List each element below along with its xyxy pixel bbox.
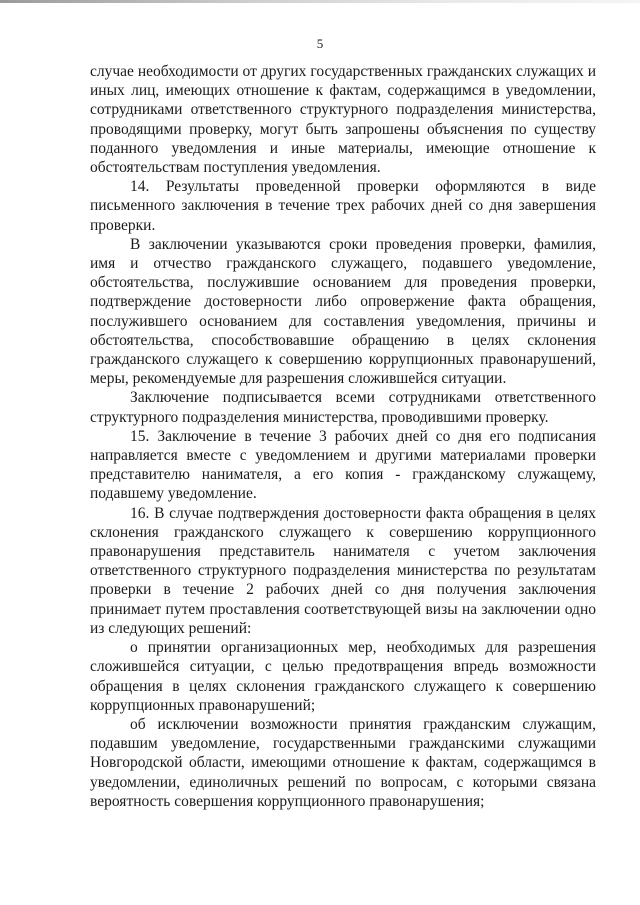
paragraph-item-14: 14. Результаты проведенной проверки оформляются в виде письменного заключения в течение трех рабочих дней со дня завершения проверки.: [90, 178, 596, 234]
paragraph-decision-exclusion: об исключении возможности принятия гражданским служащим, подавшим уведомление, государственными гражданскими служащими Новгородской области, имеющими отношение к фактам, содержащимся в уведомлении, единоличных решений по вопросам, с которыми связана вероятность совершения коррупционного правонарушения;: [90, 715, 596, 810]
paragraph-conclusion-contents: В заключении указываются сроки проведения проверки, фамилия, имя и отчество гражданского служащего, подавшего уведомление, обстоятельства, послужившие основанием для проведения проверки, подтверждение достоверности либо опровержение факта обращения, послужившего основанием для составления уведомления, причины и обстоятельства, способствовавшие обращению в целях склонения гражданского служащего к совершению коррупционных правонарушений, меры, рекомендуемые для разрешения сложившейся ситуации.: [90, 235, 596, 388]
scan-edge: [0, 0, 640, 3]
paragraph-conclusion-signing: Заключение подписывается всеми сотрудниками ответственного структурного подразделения министерства, проводившими проверку.: [90, 389, 596, 426]
document-body: [90, 62, 596, 811]
paragraph-decision-organizational: о принятии организационных мер, необходимых для разрешения сложившейся ситуации, с целью предотвращения впредь возможности обращения в целях склонения гражданского служащего к совершению коррупционных правонарушений;: [90, 639, 596, 714]
page-number: 5: [316, 36, 324, 51]
paragraph-item-15: 15. Заключение в течение 3 рабочих дней со дня его подписания направляется вместе с уведомлением и другими материалами проверки представителю нанимателя, а его копия - гражданскому служащему, подавшему уведомление.: [90, 427, 596, 503]
paragraph-continuation: случае необходимости от других государственных гражданских служащих и иных лиц, имеющих отношение к фактам, содержащимся в уведомлении, сотрудниками ответственного структурного подразделения министерства, проводящими проверку, могут быть запрошены объяснения по существу поданного уведомления и иные материалы, имеющие отношение к обстоятельствам поступления уведомления.: [90, 63, 596, 177]
paragraph-item-16: 16. В случае подтверждения достоверности факта обращения в целях склонения гражданского служащего к совершению коррупционного правонарушения представитель нанимателя с учетом заключения ответственного структурного подразделения министерства по результатам проверки в течение 2 рабочих дней со дня получения заключения принимает путем проставления соответствующей визы на заключении одно из следующих решений:: [90, 504, 596, 637]
